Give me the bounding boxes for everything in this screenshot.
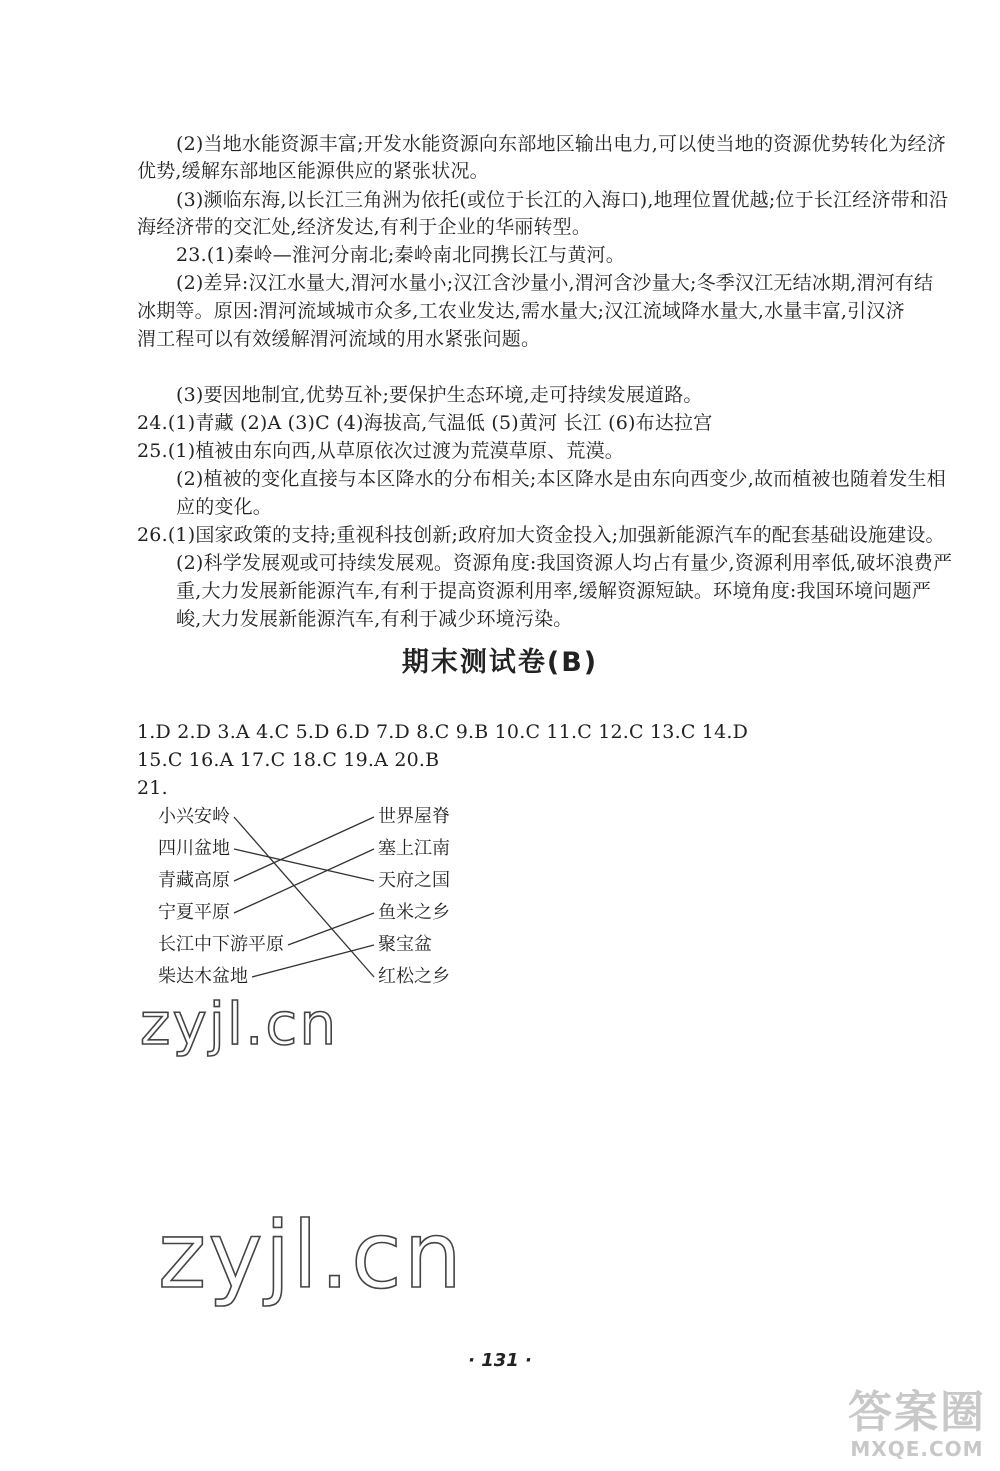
match-right-item: 世界屋脊	[378, 806, 450, 827]
answer-line: (2)当地水能资源丰富;开发水能资源向东部地区输出电力,可以使当地的资源优势转化为经济	[176, 133, 946, 155]
answer-line: 冰期等。原因:渭河流域城市众多,工农业发达,需水量大;汉江流域降水量大,水量丰富,引汉济	[137, 300, 905, 322]
answer-line: (2)差异:汉江水量大,渭河水量小;汉江含沙量小,渭河含沙量大;冬季汉江无结冰期,渭河有结	[176, 272, 934, 294]
corner-watermark-url: MXQE.COM	[850, 1437, 984, 1461]
answer-line: 25.(1)植被由东向西,从草原依次过渡为荒漠草原、荒漠。	[137, 440, 624, 462]
answer-line: 重,大力发展新能源汽车,有利于提高资源利用率,缓解资源短缺。环境角度:我国环境问题严	[176, 580, 931, 602]
match-left-item: 宁夏平原	[158, 902, 230, 923]
match-connector-line	[234, 849, 374, 881]
match-left-item: 青藏高原	[158, 870, 230, 891]
page-number: · 131 ·	[468, 1350, 532, 1371]
match-left-item: 小兴安岭	[158, 806, 230, 827]
answer-line: (3)濒临东海,以长江三角洲为依托(或位于长江的入海口),地理位置优越;位于长江经济带和沿	[176, 189, 949, 211]
match-connector-line	[234, 817, 374, 881]
choice-answers-line: 15.C 16.A 17.C 18.C 19.A 20.B	[137, 749, 440, 771]
answer-line: 24.(1)青藏 (2)A (3)C (4)海拔高,气温低 (5)黄河 长江 (6)布达拉宫	[137, 412, 713, 434]
answer-line: 26.(1)国家政策的支持;重视科技创新;政府加大资金投入;加强新能源汽车的配套基础设施建设。	[137, 524, 945, 546]
answer-line: 23.(1)秦岭—淮河分南北;秦岭南北同携长江与黄河。	[176, 244, 625, 266]
match-left-item: 柴达木盆地	[158, 966, 248, 987]
question-21-label: 21.	[137, 777, 168, 799]
answer-line: 海经济带的交汇处,经济发达,有利于企业的华丽转型。	[137, 216, 592, 238]
match-connector-line	[234, 849, 374, 913]
match-right-item: 聚宝盆	[378, 934, 432, 955]
match-right-item: 鱼米之乡	[378, 902, 450, 923]
answer-line: 应的变化。	[176, 496, 273, 518]
watermark-text: zyjl.cn	[140, 990, 339, 1058]
match-right-item: 塞上江南	[378, 838, 450, 859]
match-connector-line	[288, 913, 374, 945]
section-title: 期末测试卷(B)	[401, 647, 599, 678]
answer-line: (2)科学发展观或可持续发展观。资源角度:我国资源人均占有量少,资源利用率低,破坏浪费严	[176, 552, 953, 574]
watermark-text: zyjl.cn	[158, 1202, 464, 1309]
answer-line: 优势,缓解东部地区能源供应的紧张状况。	[137, 160, 489, 182]
corner-watermark-logo	[848, 1389, 986, 1461]
corner-watermark-title: 答案圈	[848, 1387, 986, 1438]
match-left-item: 四川盆地	[158, 838, 230, 859]
match-right-item: 天府之国	[378, 870, 450, 891]
answer-line: 渭工程可以有效缓解渭河流域的用水紧张问题。	[137, 328, 541, 350]
choice-answers-line: 1.D 2.D 3.A 4.C 5.D 6.D 7.D 8.C 9.B 10.C 11.C 12.C 13.C 14.D	[137, 721, 749, 743]
answer-line: 峻,大力发展新能源汽车,有利于减少环境污染。	[176, 608, 573, 630]
match-right-item: 红松之乡	[378, 966, 450, 987]
answer-line: (3)要因地制宜,优势互补;要保护生态环境,走可持续发展道路。	[176, 384, 703, 406]
answer-line: (2)植被的变化直接与本区降水的分布相关;本区降水是由东向西变少,故而植被也随着发生相	[176, 468, 946, 490]
match-left-item: 长江中下游平原	[158, 934, 284, 955]
